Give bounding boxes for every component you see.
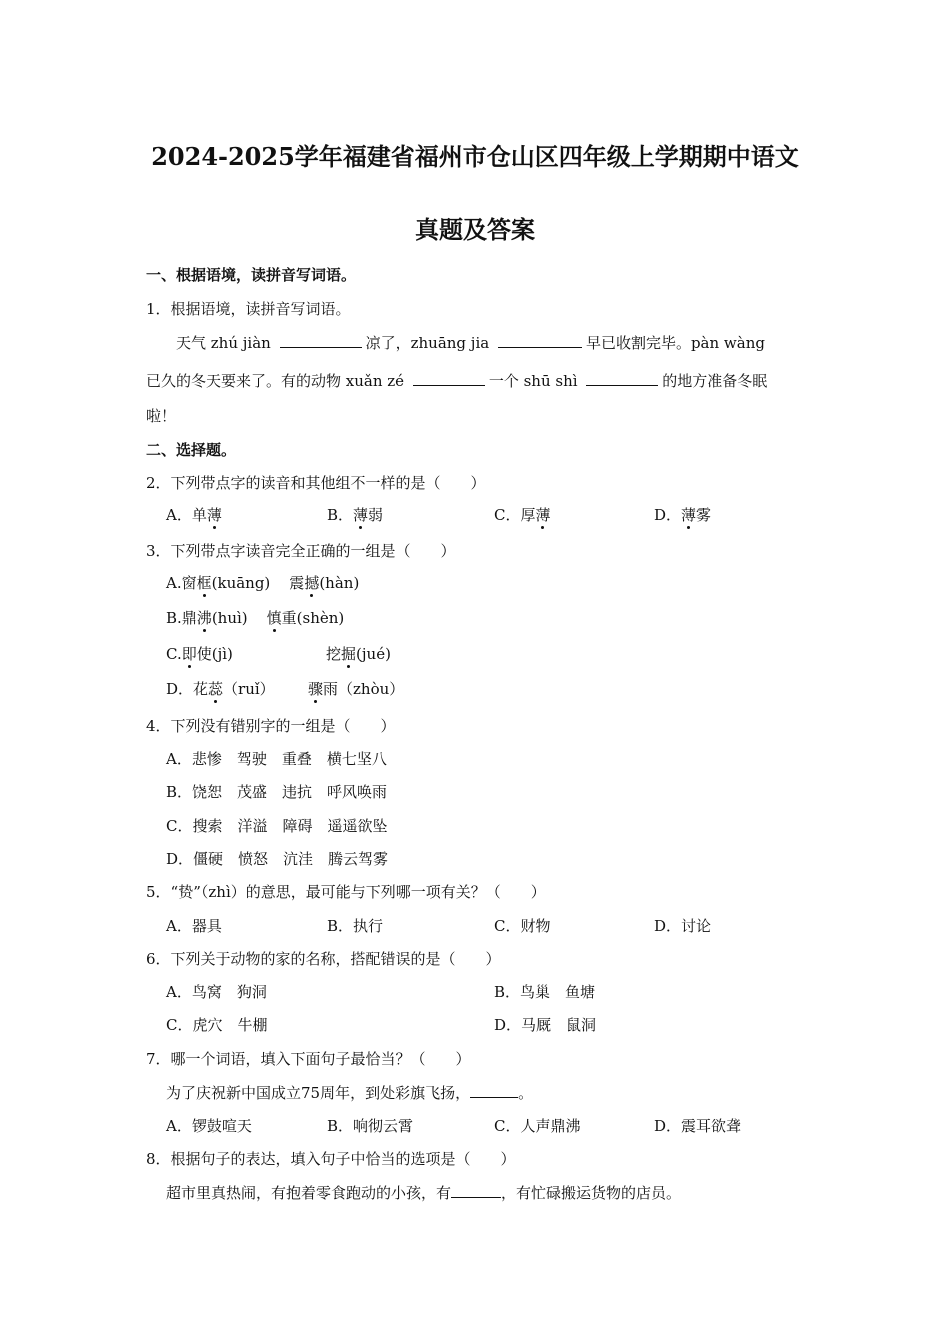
question-4-option-b[interactable]: B．饶恕 茂盛 违抗 呼风唤雨 xyxy=(166,783,388,801)
option-text: (kuāng) xyxy=(211,574,286,592)
dotted-char: 薄 xyxy=(353,506,369,524)
document-title-line1: 2024-2025学年福建省福州市仓山区四年级上学期期中语文 xyxy=(151,142,799,171)
option-text: 使(jì) xyxy=(196,645,233,663)
q1-text-b: 凉了，zhuāng jia xyxy=(365,334,494,352)
answer-blank[interactable] xyxy=(470,1083,518,1098)
question-4-option-d[interactable]: D．僵硬 愤怒 沆洼 腾云驾雾 xyxy=(166,850,389,868)
dotted-char: 掘 xyxy=(341,645,357,663)
answer-blank[interactable] xyxy=(413,371,485,386)
option-text: A.窗 xyxy=(166,574,197,592)
section-heading-2: 二、选择题。 xyxy=(146,441,237,459)
question-6-option-a[interactable]: A．鸟窝 狗洞 xyxy=(166,983,267,1001)
option-text: 雾 xyxy=(696,506,712,524)
section-heading-1: 一、根据语境，读拼音写词语。 xyxy=(146,266,357,284)
question-8-sentence xyxy=(166,1183,681,1202)
question-7-sentence xyxy=(166,1083,533,1102)
question-7-option-b[interactable]: B．响彻云霄 xyxy=(327,1117,414,1135)
option-text: （ruǐ） xyxy=(223,680,275,698)
question-8-stem: 8．根据句子的表达，填入句子中恰当的选项是（ ） xyxy=(146,1150,516,1168)
question-5-option-b[interactable]: B．执行 xyxy=(327,917,384,935)
option-text: (hàn) xyxy=(319,574,360,592)
option-text: 弱 xyxy=(368,506,384,524)
question-3-option-d[interactable] xyxy=(166,680,275,698)
option-text: (jué) xyxy=(356,645,391,663)
question-1-line-3: 啦！ xyxy=(146,407,177,425)
option-text: B． xyxy=(327,506,354,524)
dotted-char: 薄 xyxy=(681,506,697,524)
option-text: A．单 xyxy=(166,506,207,524)
answer-blank[interactable] xyxy=(586,371,658,386)
question-2-stem: 2．下列带点字的读音和其他组不一样的是（ ） xyxy=(146,474,486,492)
option-text: 重(shèn) xyxy=(281,609,345,627)
option-text: 挖 xyxy=(326,645,342,663)
question-7-stem: 7．哪一个词语，填入下面句子最恰当？（ ） xyxy=(146,1050,471,1068)
question-7-option-d[interactable]: D．震耳欲聋 xyxy=(654,1117,742,1135)
dotted-char: 即 xyxy=(181,645,197,663)
dotted-char: 撼 xyxy=(304,574,320,592)
sentence-text: 为了庆祝新中国成立75周年，到处彩旗飞扬， xyxy=(166,1084,471,1102)
question-4-stem: 4．下列没有错别字的一组是（ ） xyxy=(146,717,396,735)
question-6-option-c[interactable]: C．虎穴 牛棚 xyxy=(166,1016,268,1034)
answer-blank[interactable] xyxy=(280,333,362,348)
sentence-text: 。 xyxy=(518,1084,534,1102)
question-4-option-a[interactable]: A．悲惨 驾驶 重叠 横七坚八 xyxy=(166,750,387,768)
question-2-option-c[interactable] xyxy=(494,506,551,524)
question-4-option-c[interactable]: C．搜索 洋溢 障碍 遥遥欲坠 xyxy=(166,817,388,835)
sentence-text: 超市里真热闹，有抱着零食跑动的小孩，有 xyxy=(166,1184,452,1202)
q1-text-c: 早已收割完毕。pàn wàng xyxy=(585,334,765,352)
question-7-option-a[interactable]: A．锣鼓喧天 xyxy=(166,1117,252,1135)
dotted-char: 薄 xyxy=(206,506,222,524)
q1-text-e: 一个 shū shì xyxy=(488,372,583,390)
question-6-stem: 6．下列关于动物的家的名称，搭配错误的是（ ） xyxy=(146,950,501,968)
dotted-char: 薄 xyxy=(535,506,551,524)
option-text: D．花 xyxy=(166,680,209,698)
document-title-line2: 真题及答案 xyxy=(415,215,535,244)
sentence-text: ，有忙碌搬运货物的店员。 xyxy=(501,1184,682,1202)
question-1-line-1 xyxy=(176,333,765,352)
option-text: D． xyxy=(654,506,682,524)
question-3-option-d-part2 xyxy=(308,680,404,698)
question-2-option-b[interactable] xyxy=(327,506,383,524)
question-6-option-d[interactable]: D．马厩 鼠洞 xyxy=(494,1016,597,1034)
option-text: B.鼎 xyxy=(166,609,197,627)
question-3-stem: 3．下列带点字读音完全正确的一组是（ ） xyxy=(146,542,456,560)
q1-text-d: 已久的冬天要来了。有的动物 xuǎn zé xyxy=(146,372,409,390)
option-text: 雨（zhòu） xyxy=(323,680,405,698)
dotted-char: 慎 xyxy=(266,609,282,627)
question-5-stem: 5．“贽”（zhì）的意思，最可能与下列哪一项有关？（ ） xyxy=(146,883,546,901)
option-text: 震 xyxy=(289,574,305,592)
dotted-char: 框 xyxy=(196,574,212,592)
question-1-line-2 xyxy=(146,371,767,390)
question-2-option-a[interactable] xyxy=(166,506,222,524)
option-text: C．厚 xyxy=(494,506,536,524)
answer-blank[interactable] xyxy=(451,1183,501,1198)
question-5-option-a[interactable]: A．器具 xyxy=(166,917,222,935)
dotted-char: 骤 xyxy=(308,680,324,698)
answer-blank[interactable] xyxy=(498,333,582,348)
question-3-option-c[interactable] xyxy=(166,645,233,663)
question-5-option-d[interactable]: D．讨论 xyxy=(654,917,712,935)
question-7-option-c[interactable]: C．人声鼎沸 xyxy=(494,1117,581,1135)
question-3-option-a[interactable] xyxy=(166,574,359,592)
q1-text-a: 天气 zhú jiàn xyxy=(176,334,276,352)
option-text: C. xyxy=(166,645,182,663)
question-2-option-d[interactable] xyxy=(654,506,711,524)
question-5-option-c[interactable]: C．财物 xyxy=(494,917,551,935)
dotted-char: 蕊 xyxy=(208,680,224,698)
question-3-option-c-part2 xyxy=(326,645,391,663)
dotted-char: 沸 xyxy=(196,609,212,627)
question-3-option-b[interactable] xyxy=(166,609,344,627)
question-6-option-b[interactable]: B．鸟巢 鱼塘 xyxy=(494,983,596,1001)
option-text: (huì) xyxy=(211,609,263,627)
question-1-stem: 1．根据语境，读拼音写词语。 xyxy=(146,300,351,318)
q1-text-f: 的地方准备冬眠 xyxy=(662,372,768,390)
